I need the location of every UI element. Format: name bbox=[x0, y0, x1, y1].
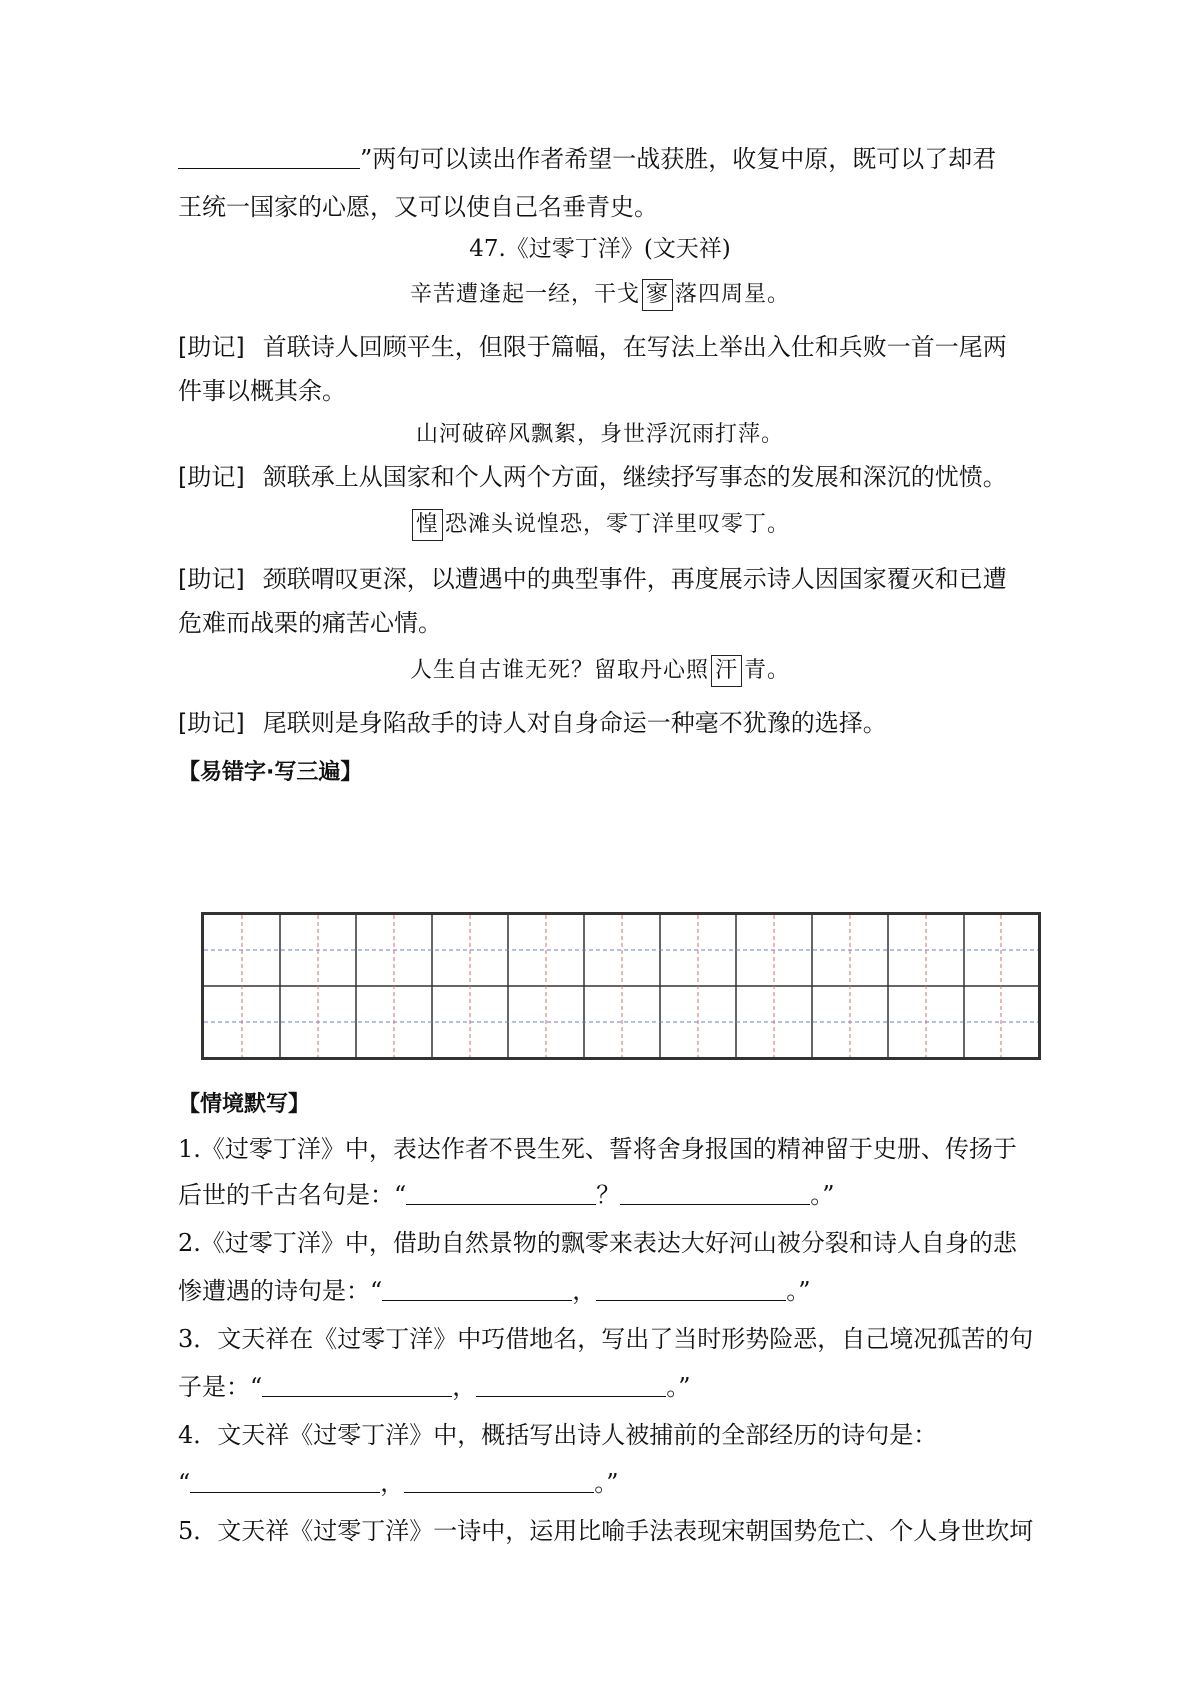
question-text: 子是：“ bbox=[178, 1373, 263, 1401]
question-2-line-1: 2.《过零丁洋》中，借助自然景物的飘零来表达大好河山被分裂和诗人自身的悲 bbox=[178, 1229, 1017, 1257]
answer-blank[interactable] bbox=[406, 1180, 596, 1205]
intro-line-2: 王统一国家的心愿，又可以使自己名垂青史。 bbox=[178, 193, 658, 221]
poem-couplet-2: 山河破碎风飘絮，身世浮沉雨打萍。 bbox=[415, 422, 784, 447]
couplet-text: 落四周星。 bbox=[675, 282, 791, 307]
note-tag: [助记] bbox=[178, 709, 245, 737]
note-1-line-1 bbox=[178, 330, 1038, 364]
note-text: 尾联则是身陷敌手的诗人对自身命运一种毫不犹豫的选择。 bbox=[262, 709, 887, 737]
poem-number-title: 47.《过零丁洋》 bbox=[469, 236, 644, 262]
couplet-text: 人生自古谁无死？留取丹心照 bbox=[409, 658, 709, 683]
question-1-line-1: 1.《过零丁洋》中，表达作者不畏生死、誓将舍身报国的精神留于史册、传扬于 bbox=[178, 1135, 1017, 1163]
note-tag: [助记] bbox=[178, 565, 245, 593]
question-text: 。” bbox=[786, 1277, 811, 1305]
answer-blank[interactable] bbox=[262, 1372, 452, 1397]
question-4-line-1: 4．文天祥《过零丁洋》中，概括写出诗人被捕前的全部经历的诗句是： bbox=[178, 1421, 938, 1449]
question-text: ， bbox=[452, 1373, 477, 1401]
poem-title bbox=[0, 232, 1200, 266]
poem-couplet-4 bbox=[0, 654, 1200, 688]
question-text: “ bbox=[178, 1469, 191, 1497]
note-text: 颈联喟叹更深，以遭遇中的典型事件，再度展示诗人因国家覆灭和已遭 bbox=[262, 565, 1007, 593]
question-text: 后世的千古名句是：“ bbox=[178, 1181, 407, 1209]
answer-blank[interactable] bbox=[620, 1180, 810, 1205]
answer-blank[interactable] bbox=[404, 1468, 594, 1493]
answer-blank[interactable] bbox=[596, 1276, 786, 1301]
question-text: ， bbox=[380, 1469, 405, 1497]
question-3-line-1: 3．文天祥在《过零丁洋》中巧借地名，写出了当时形势险恶，自己境况孤苦的句 bbox=[178, 1325, 1034, 1353]
note-tag: [助记] bbox=[178, 333, 245, 361]
couplet-text: 恐滩头说惶恐，零丁洋里叹零丁。 bbox=[445, 512, 791, 537]
question-5-line-1: 5．文天祥《过零丁洋》一诗中，运用比喻手法表现宋朝国势危亡、个人身世坎坷 bbox=[178, 1517, 1034, 1545]
highlighted-character: 寥 bbox=[642, 279, 673, 311]
question-text: 惨遭遇的诗句是：“ bbox=[178, 1277, 383, 1305]
note-tag: [助记] bbox=[178, 463, 245, 491]
question-text: ？ bbox=[596, 1181, 621, 1209]
question-text: 。” bbox=[810, 1181, 835, 1209]
question-1-line-2 bbox=[178, 1178, 1038, 1212]
question-4-line-2 bbox=[178, 1466, 1038, 1500]
intro-line-1 bbox=[178, 142, 1038, 176]
poem-author: (文天祥) bbox=[643, 236, 731, 262]
answer-blank[interactable] bbox=[476, 1372, 666, 1397]
answer-blank[interactable] bbox=[190, 1468, 380, 1493]
note-3-line-1 bbox=[178, 562, 1038, 596]
question-2-line-2 bbox=[178, 1274, 1038, 1308]
note-2-line-1 bbox=[178, 460, 1038, 494]
highlighted-character: 汗 bbox=[711, 655, 742, 687]
answer-blank[interactable] bbox=[382, 1276, 572, 1301]
couplet-text: 辛苦遭逢起一经，干戈 bbox=[409, 282, 640, 307]
question-text: 。” bbox=[594, 1469, 619, 1497]
context-heading: 【情境默写】 bbox=[178, 1092, 311, 1117]
highlighted-character: 惶 bbox=[412, 509, 443, 541]
note-text: 颔联承上从国家和个人两个方面，继续抒写事态的发展和深沉的忧愤。 bbox=[262, 463, 1007, 491]
writing-grid[interactable] bbox=[201, 912, 1041, 1060]
question-text: 。” bbox=[666, 1373, 691, 1401]
question-text: ， bbox=[572, 1277, 597, 1305]
note-text: 首联诗人回顾平生，但限于篇幅，在写法上举出入仕和兵败一首一尾两 bbox=[262, 333, 1007, 361]
poem-couplet-3 bbox=[0, 508, 1200, 542]
note-3-line-2: 危难而战栗的痛苦心情。 bbox=[178, 609, 442, 637]
answer-blank[interactable] bbox=[178, 144, 360, 169]
practice-heading: 【易错字·写三遍】 bbox=[178, 760, 363, 785]
couplet-text: 青。 bbox=[744, 658, 791, 683]
note-4-line-1 bbox=[178, 706, 1038, 740]
question-3-line-2 bbox=[178, 1370, 1038, 1404]
poem-couplet-1 bbox=[0, 278, 1200, 312]
note-1-line-2: 件事以概其余。 bbox=[178, 377, 346, 405]
intro-text: ”两句可以读出作者希望一战获胜，收复中原，既可以了却君 bbox=[360, 145, 997, 173]
grid-lines bbox=[204, 915, 1038, 1057]
